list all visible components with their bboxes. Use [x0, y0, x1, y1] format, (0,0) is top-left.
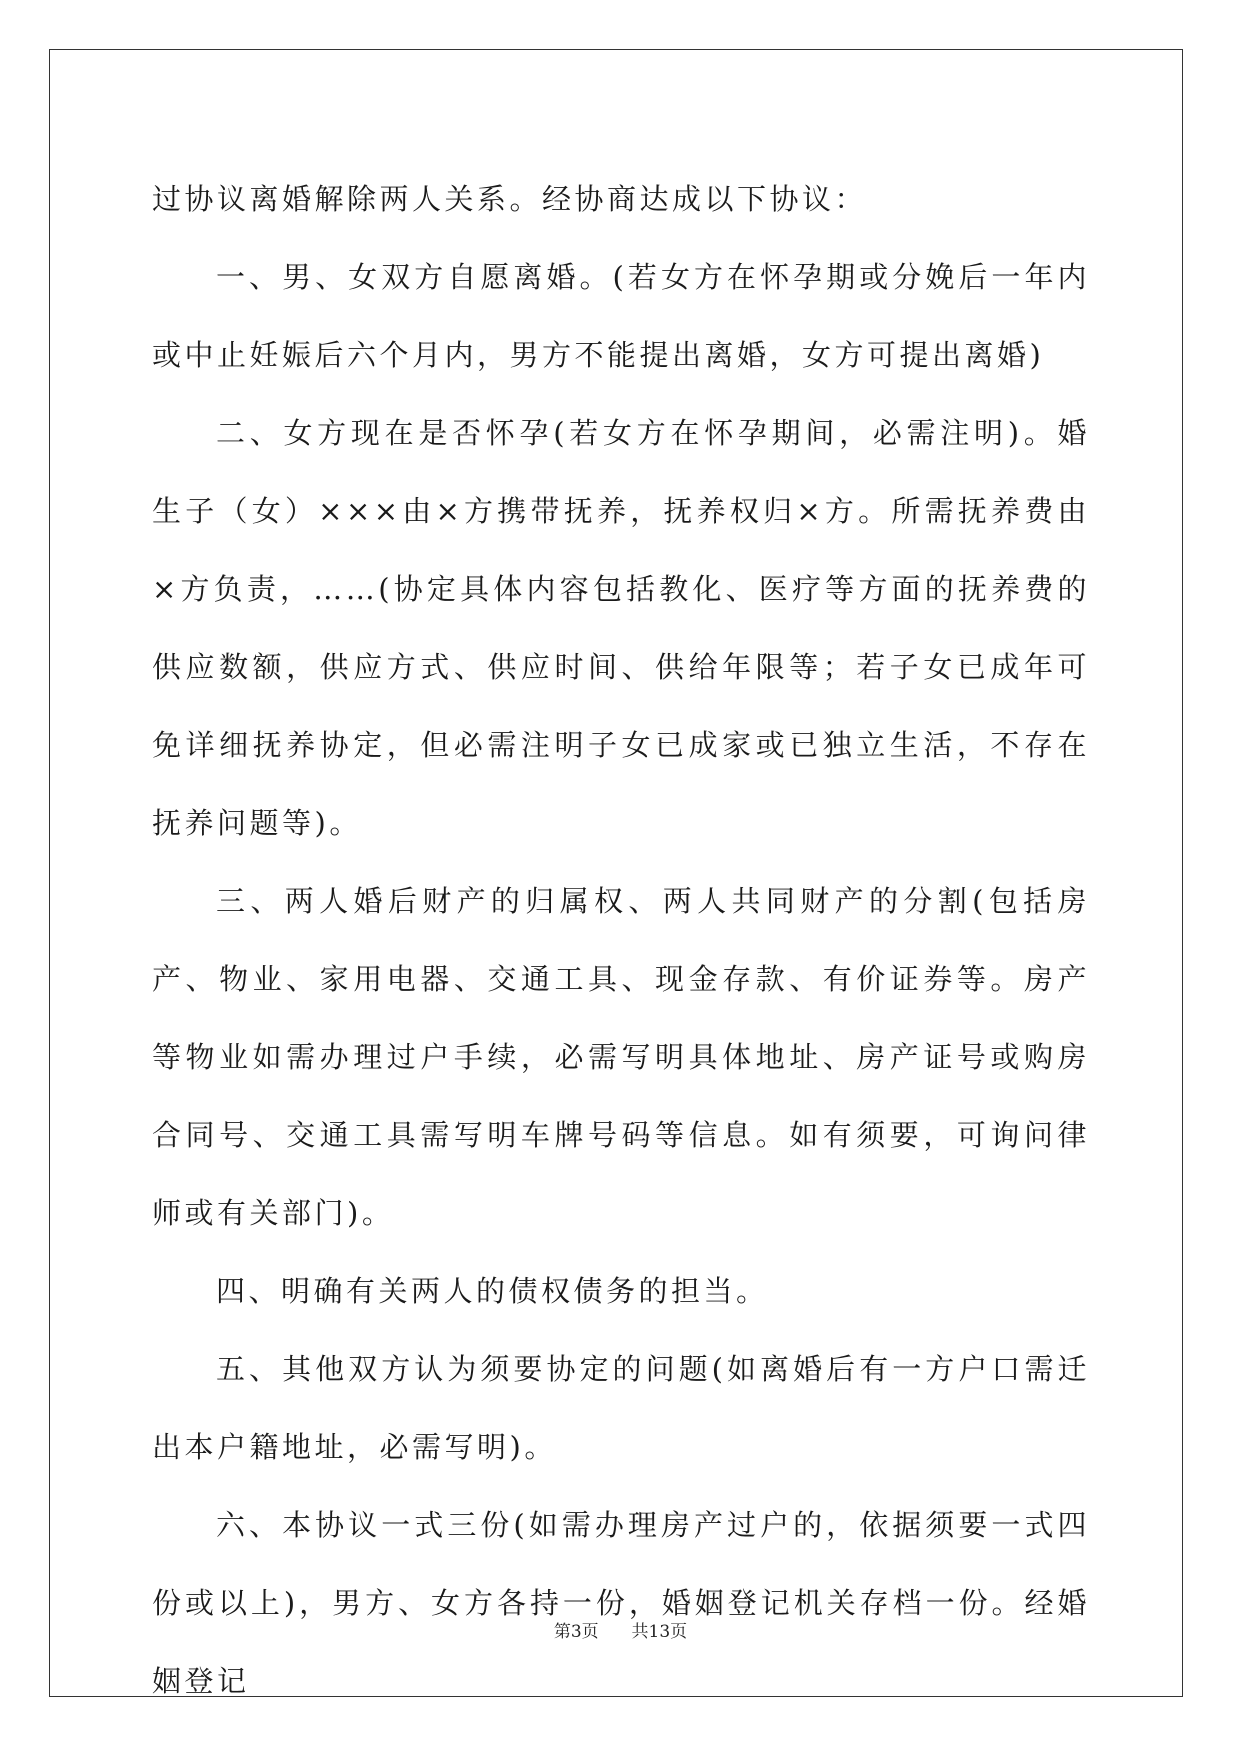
document-body — [152, 160, 1090, 1720]
paragraph-intro: 过协议离婚解除两人关系。经协商达成以下协议： — [152, 182, 868, 216]
paragraph-clause-6: 六、本协议一式三份(如需办理房产过户的，依据须要一式四份或以上)，男方、女方各持一份，婚姻登记机关存档一份。经婚姻登记 — [152, 1508, 1090, 1698]
page-total: 共13页 — [631, 1622, 688, 1642]
page-number: 第3页 — [553, 1622, 599, 1642]
paragraph-clause-2: 二、女方现在是否怀孕(若女方在怀孕期间，必需注明)。婚生子（女）×××由×方携带抚养，抚养权归×方。所需抚养费由×方负责，……(协定具体内容包括教化、医疗等方面的抚养费的供应数额，供应方式、供应时间、供给年限等；若子女已成年可免详细抚养协定，但必需注明子女已成家或已独立生活，不存在抚养问题等)。 — [152, 416, 1090, 840]
page-footer — [0, 1617, 1241, 1642]
paragraph-clause-3: 三、两人婚后财产的归属权、两人共同财产的分割(包括房产、物业、家用电器、交通工具、现金存款、有价证券等。房产等物业如需办理过户手续，必需写明具体地址、房产证号或购房合同号、交通工具需写明车牌号码等信息。如有须要，可询问律师或有关部门)。 — [152, 884, 1090, 1230]
paragraph-clause-1: 一、男、女双方自愿离婚。(若女方在怀孕期或分娩后一年内或中止妊娠后六个月内，男方不能提出离婚，女方可提出离婚) — [152, 260, 1090, 372]
paragraph-clause-5: 五、其他双方认为须要协定的问题(如离婚后有一方户口需迁出本户籍地址，必需写明)。 — [152, 1352, 1090, 1464]
paragraph-clause-4: 四、明确有关两人的债权债务的担当。 — [216, 1274, 769, 1308]
